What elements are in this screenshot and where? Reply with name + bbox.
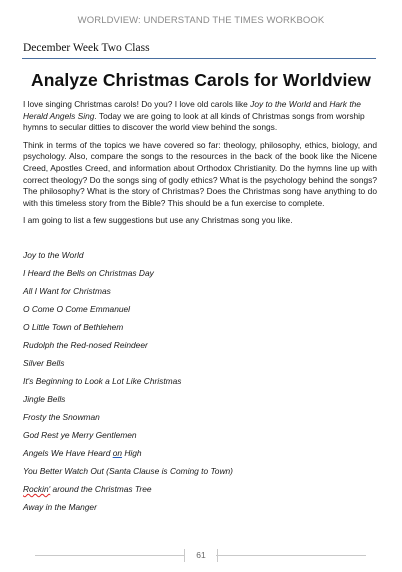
song-item: You Better Watch Out (Santa Clause is Coming to Town): [23, 466, 233, 476]
song-rockin-rest: around the Christmas Tree: [50, 484, 152, 494]
intro-paragraph-3: I am going to list a few suggestions but use any Christmas song you like.: [23, 215, 293, 226]
song-item: God Rest ye Merry Gentlemen: [23, 430, 137, 440]
intro-p1-b: . Today we are going to look at all kinds of Christmas songs from worship hymns to secular ditties to discover the world view behind the songs.: [23, 110, 365, 133]
body-text: [23, 99, 377, 233]
song-item: I Heard the Bells on Christmas Day: [23, 268, 154, 278]
song-item: Silver Bells: [23, 358, 65, 368]
running-header: WORLDVIEW: UNDERSTAND THE TIMES WORKBOOK: [77, 15, 325, 26]
song-angels-post: High: [122, 448, 142, 458]
song-item: Jingle Bells: [23, 394, 66, 404]
song-item: Rudolph the Red-nosed Reindeer: [23, 340, 148, 350]
song-item: All I Want for Christmas: [23, 286, 111, 296]
intro-p1-a: I love singing Christmas carols! Do you? I love old carols like: [23, 99, 251, 109]
spelling-flagged-word: Rockin': [23, 484, 51, 494]
section-label: December Week Two Class: [23, 42, 150, 54]
page-number: 61: [184, 549, 218, 562]
song-item: Joy to the World: [23, 250, 84, 260]
song-item: Away in the Manger: [23, 502, 97, 512]
song-item: Frosty the Snowman: [23, 412, 100, 422]
intro-paragraph-1: [23, 99, 377, 134]
intro-song-joy: Joy to the World: [250, 99, 311, 109]
song-item: O Little Town of Bethlehem: [23, 322, 124, 332]
song-item-rockin: [23, 484, 152, 494]
song-angels-pre: Angels We Have Heard: [23, 448, 113, 458]
page-title: Analyze Christmas Carols for Worldview: [31, 70, 371, 90]
song-item: O Come O Come Emmanuel: [23, 304, 131, 314]
footer-rule-left: [35, 555, 184, 556]
grammar-flagged-word: on: [112, 448, 123, 458]
song-item: It's Beginning to Look a Lot Like Christmas: [23, 376, 182, 386]
intro-song-hark: Hark the Herald Angels Sing: [23, 99, 361, 121]
intro-p1-and: and: [310, 99, 330, 109]
header-rule: [22, 58, 376, 59]
song-item-angels: [23, 448, 142, 458]
intro-paragraph-2: Think in terms of the topics we have covered so far: theology, philosophy, ethics, biology, and psychology. Also, compare the songs to the resources in the back of the book like the Nicene Creed, Apostles Creed, and information about Orthodox Christianity. Do the hymns line up with correct theology? Do the songs sing of godly ethics? What is the psychology behind the songs? The philosophy? What is the story of Christmas? Does the Christmas song have anything to do with this timeless story from the Bible? This should be a fun exercise to complete.: [23, 139, 377, 208]
footer-rule-right: [216, 555, 366, 556]
